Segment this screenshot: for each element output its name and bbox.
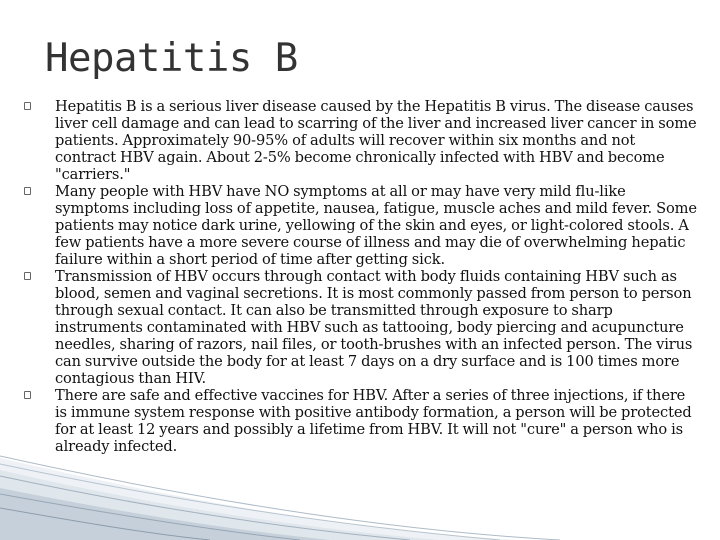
wave-band-dark [0,488,330,540]
wave-line-3 [0,476,410,540]
slide-title: Hepatitis B [45,36,298,81]
bullet-text: There are safe and effective vaccines for HBV. After a series of three injections, if there is immune system response with positive antibody formation, a person will be protected for at least 12 years and possibly a lifetime from HBV. It will not "cure" a person who is already infected. [55,387,692,455]
wave-band-light [0,458,520,540]
bullet-text: Many people with HBV have NO symptoms at all or may have very mild flu-like symptoms including loss of appetite, nausea, fatigue, muscle aches and mild fever. Some patients may notice dark urine, yellowing of the skin and eyes, or light-colored stools. A few patients have a more severe course of illness and may die of overwhelming hepatic failure within a short period of time after getting sick. [55,183,697,268]
bullet-list [24,98,700,455]
wave-line-1 [0,456,560,540]
bullet-item [24,268,700,387]
bullet-box-icon [24,391,31,399]
bullet-box-icon [24,272,31,280]
bullet-item [24,183,700,268]
bullet-box-icon [24,187,31,195]
wave-line-4 [0,494,300,540]
wave-line-2 [0,464,500,540]
wave-line-5 [0,508,210,540]
bullet-item [24,98,700,183]
bullet-text: Transmission of HBV occurs through contact with body fluids containing HBV such as blood, semen and vaginal secretions. It is most commonly passed from person to person through sexual contact. It can also be transmitted through exposure to sharp instruments contaminated with HBV such as tattooing, body piercing and acupuncture needles, sharing of razors, nail files, or tooth-brushes with an infected person. The virus can survive outside the body for at least 7 days on a dry surface and is 100 times more contagious than HIV. [55,268,693,387]
bullet-item [24,387,700,455]
bullet-box-icon [24,102,31,110]
bullet-text: Hepatitis B is a serious liver disease caused by the Hepatitis B virus. The disease causes liver cell damage and can lead to scarring of the liver and increased liver cancer in some patients. Approximately 90-95% of adults will recover within six months and not contract HBV again. About 2-5% become chronically infected with HBV and become "carriers." [55,98,697,183]
wave-band-mid [0,470,440,540]
